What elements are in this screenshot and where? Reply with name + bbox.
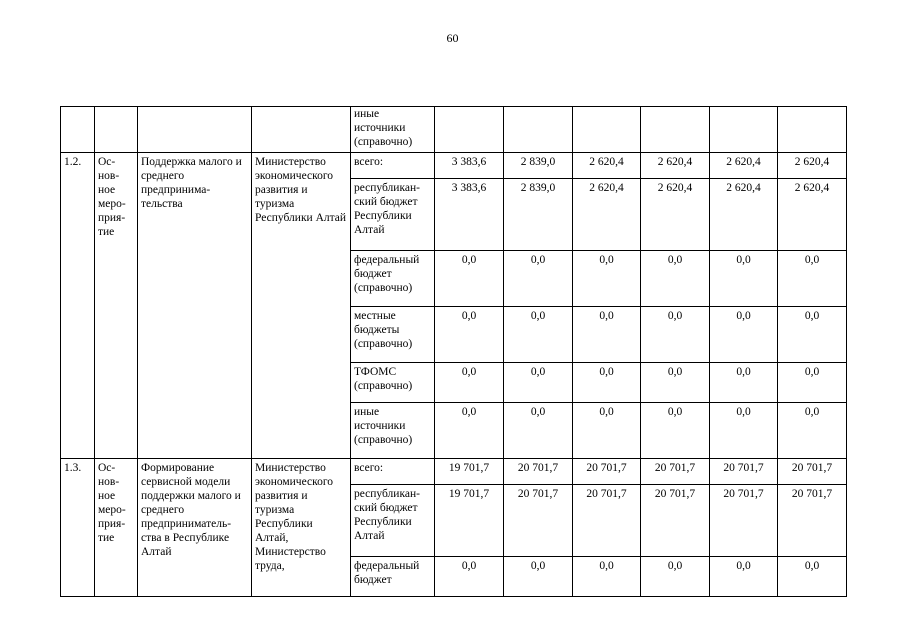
value-cell: 2 620,4 [778, 179, 847, 251]
value-cell: 19 701,7 [435, 459, 504, 485]
value-cell: 20 701,7 [778, 459, 847, 485]
value-cell: 0,0 [710, 251, 778, 307]
value-cell: 2 620,4 [573, 179, 641, 251]
table-cell [710, 107, 778, 153]
funding-source-text: всего: [354, 462, 384, 474]
value-cell: 0,0 [504, 557, 573, 597]
value-cell: 3 383,6 [435, 179, 504, 251]
value-cell: 0,0 [504, 307, 573, 363]
executor-text: Министерство экономического развития и туризма Республики Алтай [255, 156, 347, 224]
value-cell: 20 701,7 [778, 485, 847, 557]
table-cell [435, 107, 504, 153]
funding-source-text: федеральный бюджет (справочно) [354, 254, 420, 294]
value-cell: 0,0 [710, 403, 778, 459]
value-cell: 2 620,4 [641, 179, 710, 251]
measure-code-text: 1.2. [64, 156, 82, 168]
table-cell [61, 107, 95, 153]
value-cell: 20 701,7 [641, 459, 710, 485]
measure-type-cell [95, 459, 138, 597]
funding-source-text: республикан-ский бюджет Республики Алтай [354, 488, 420, 542]
funding-source-text: ТФОМС (справочно) [354, 366, 413, 392]
value-cell: 0,0 [573, 307, 641, 363]
value-cell: 20 701,7 [573, 485, 641, 557]
value-cell: 20 701,7 [641, 485, 710, 557]
value-cell: 0,0 [710, 363, 778, 403]
table-cell [504, 107, 573, 153]
funding-source-cell [351, 403, 435, 459]
value-cell: 0,0 [778, 557, 847, 597]
funding-source-cell [351, 251, 435, 307]
value-cell: 0,0 [710, 307, 778, 363]
value-cell: 0,0 [641, 557, 710, 597]
page-number: 60 [446, 31, 459, 45]
table-cell [641, 107, 710, 153]
value-cell: 3 383,6 [435, 153, 504, 179]
value-cell: 0,0 [435, 251, 504, 307]
measure-code-text: 1.3. [64, 462, 82, 474]
table-row [61, 459, 847, 485]
executor-text: Министерство экономического развития и туризма Республики Алтай, Министерство труда, [255, 462, 334, 572]
value-cell: 20 701,7 [573, 459, 641, 485]
funding-source-cell [351, 557, 435, 597]
value-cell: 19 701,7 [435, 485, 504, 557]
value-cell: 0,0 [778, 307, 847, 363]
value-cell: 20 701,7 [504, 459, 573, 485]
table-cell [138, 107, 252, 153]
measure-type-cell [95, 153, 138, 459]
value-cell: 0,0 [641, 403, 710, 459]
measure-code-cell [61, 153, 95, 459]
value-cell: 0,0 [435, 307, 504, 363]
funding-source-cell [351, 459, 435, 485]
value-cell: 0,0 [778, 251, 847, 307]
measure-type-text: Ос-нов-ное меро-прия-тие [98, 156, 126, 238]
value-cell: 20 701,7 [504, 485, 573, 557]
measure-name-text: Формирование сервисной модели поддержки малого и среднего предприниматель-ства в Республике Алтай [141, 462, 241, 558]
measure-type-text: Ос-нов-ное меро-прия-тие [98, 462, 126, 544]
executor-cell [252, 459, 351, 597]
funding-source-cell [351, 179, 435, 251]
table-cell [95, 107, 138, 153]
value-cell: 0,0 [504, 403, 573, 459]
value-cell: 0,0 [641, 251, 710, 307]
funding-source-cell [351, 307, 435, 363]
measure-name-cell [138, 459, 252, 597]
value-cell: 0,0 [710, 557, 778, 597]
funding-source-text: иные источники (справочно) [354, 406, 413, 446]
funding-source-cell [351, 153, 435, 179]
value-cell: 2 620,4 [641, 153, 710, 179]
value-cell: 0,0 [778, 363, 847, 403]
funding-source-text: иные источники (справочно) [354, 108, 413, 148]
funding-source-cell [351, 363, 435, 403]
value-cell: 2 839,0 [504, 179, 573, 251]
value-cell: 0,0 [573, 557, 641, 597]
value-cell: 0,0 [435, 403, 504, 459]
value-cell: 2 620,4 [573, 153, 641, 179]
funding-source-text: всего: [354, 156, 384, 168]
funding-source-cell [351, 107, 435, 153]
value-cell: 0,0 [504, 363, 573, 403]
value-cell: 0,0 [778, 403, 847, 459]
funding-source-text: федеральный бюджет [354, 560, 420, 586]
table-cell [573, 107, 641, 153]
measure-name-cell [138, 153, 252, 459]
value-cell: 20 701,7 [710, 459, 778, 485]
value-cell: 0,0 [573, 251, 641, 307]
value-cell: 0,0 [435, 363, 504, 403]
value-cell: 0,0 [435, 557, 504, 597]
value-cell: 2 620,4 [778, 153, 847, 179]
value-cell: 0,0 [573, 403, 641, 459]
funding-source-cell [351, 485, 435, 557]
value-cell: 0,0 [504, 251, 573, 307]
value-cell: 2 620,4 [710, 153, 778, 179]
value-cell: 0,0 [641, 307, 710, 363]
funding-source-text: местные бюджеты (справочно) [354, 310, 413, 350]
measure-code-cell [61, 459, 95, 597]
table-cell [252, 107, 351, 153]
value-cell: 2 839,0 [504, 153, 573, 179]
value-cell: 0,0 [641, 363, 710, 403]
executor-cell [252, 153, 351, 459]
table-row [61, 153, 847, 179]
funding-source-text: республикан-ский бюджет Республики Алтай [354, 182, 420, 236]
table-cell [778, 107, 847, 153]
table-row [61, 107, 847, 153]
value-cell: 20 701,7 [710, 485, 778, 557]
budget-table [60, 106, 847, 597]
value-cell: 0,0 [573, 363, 641, 403]
value-cell: 2 620,4 [710, 179, 778, 251]
measure-name-text: Поддержка малого и среднего предпринима-тельства [141, 156, 242, 210]
